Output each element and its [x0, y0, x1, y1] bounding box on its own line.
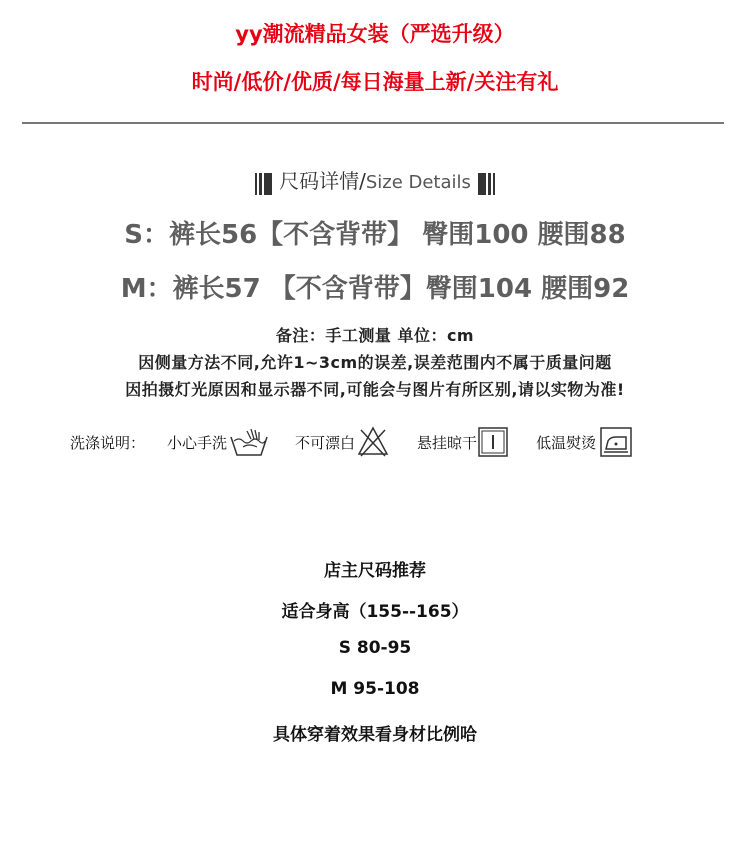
low-iron-icon: [600, 427, 632, 457]
size-title-en: Size Details: [365, 172, 471, 193]
header-divider: [22, 122, 724, 124]
size-row-s: S：裤长56【不含背带】 臀围100 腰围88: [124, 220, 626, 250]
shop-title: yy潮流精品女装（严选升级）: [235, 22, 515, 46]
size-details-title: [0, 165, 750, 195]
wash-item-low-iron: [536, 427, 632, 457]
wash-label: 洗涤说明：: [70, 433, 146, 452]
note-color-difference: 因拍摄灯光原因和显示器不同,可能会与图片有所区别,请以实物为准!: [125, 380, 625, 399]
wash-item-no-bleach: [295, 426, 389, 458]
title-bars-left-icon: [254, 170, 273, 195]
wash-instructions: [70, 425, 632, 459]
no-bleach-icon: [357, 426, 389, 458]
title-bars-right-icon: [477, 170, 496, 195]
wash-item-hang-dry: [417, 427, 508, 457]
recommend-title: 店主尺码推荐: [324, 561, 426, 581]
recommend-height: 适合身高（155--165）: [281, 602, 469, 622]
wash-item-text: 不可漂白: [295, 433, 356, 452]
note-measurement: 备注：手工测量 单位：cm: [275, 326, 475, 345]
size-row-m: M：裤长57 【不含背带】臀围104 腰围92: [120, 274, 630, 304]
wash-item-text: 小心手洗: [167, 433, 228, 452]
size-title-cn: 尺码详情/: [279, 169, 366, 193]
shop-slogan: 时尚/低价/优质/每日海量上新/关注有礼: [191, 70, 559, 94]
wash-item-hand-wash: [167, 427, 269, 457]
recommend-footer: 具体穿着效果看身材比例哈: [273, 725, 477, 745]
hang-dry-icon: [478, 427, 508, 457]
note-error-range: 因侧量方法不同,允许1~3cm的误差,误差范围内不属于质量问题: [138, 353, 612, 372]
recommend-size-m: M 95-108: [330, 679, 420, 699]
wash-item-text: 低温熨烫: [536, 433, 597, 452]
wash-item-text: 悬挂晾干: [417, 433, 478, 452]
recommend-size-s: S 80-95: [338, 638, 412, 658]
hand-wash-icon: [229, 427, 269, 457]
